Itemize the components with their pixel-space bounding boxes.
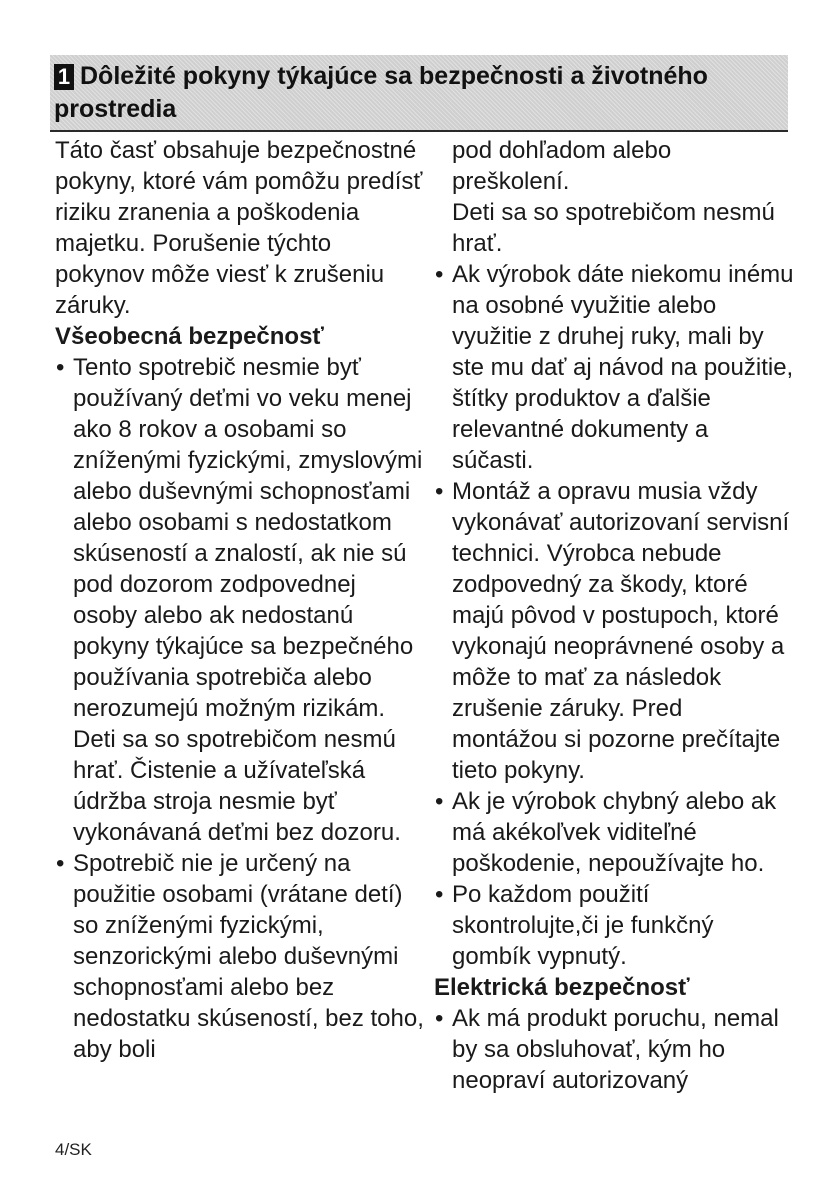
general-safety-heading: Všeobecná bezpečnosť <box>55 323 324 350</box>
electrical-safety-list <box>434 1003 794 1096</box>
page-number: 4/SK <box>55 1140 92 1159</box>
section-number-badge: 1 <box>54 64 74 90</box>
list-item: • Po každom použití skontrolujte,či je funkčný gombík vypnutý. <box>434 879 794 972</box>
left-column <box>55 135 425 1065</box>
continuation-text: pod dohľadom alebo preškolení. <box>452 137 672 195</box>
list-item: • Ak má produkt poruchu, nemal by sa obsluhovať, kým ho neopraví autorizovaný <box>434 1003 794 1096</box>
continuation-text-2: Deti sa so spotrebičom nesmú hrať. <box>452 199 775 257</box>
general-safety-list-continued <box>434 259 794 972</box>
intro-paragraph: Táto časť obsahuje bezpečnostné pokyny, ktoré vám pomôžu predísť riziku zranenia a poškodenia majetku. Porušenie týchto pokynov môže viesť k zrušeniu záruky. <box>55 137 423 319</box>
list-item: • Ak výrobok dáte niekomu inému na osobné využitie alebo využitie z druhej ruky, mali by ste mu dať aj návod na použitie, štítky produktov a ďalšie relevantné dokumenty a súčasti. <box>434 259 794 476</box>
right-column <box>434 135 794 1096</box>
electrical-safety-heading: Elektrická bezpečnosť <box>434 974 690 1001</box>
list-item: • Tento spotrebič nesmie byť používaný deťmi vo veku menej ako 8 rokov a osobami so zníženými fyzickými, zmyslovými alebo duševnými schopnosťami alebo osobami s nedostatkom skúseností a znalostí, ak nie sú pod dozorom zodpovednej osoby alebo ak nedostanú pokyny týkajúce sa bezpečného používania spotrebiča alebo nerozumejú možným rizikám. Deti sa so spotrebičom nesmú hrať. Čistenie a užívateľská údržba stroja nesmie byť vykonávaná deťmi bez dozoru. <box>55 352 425 848</box>
general-safety-list <box>55 352 425 1065</box>
list-item: • Ak je výrobok chybný alebo ak má akékoľvek viditeľné poškodenie, nepoužívajte ho. <box>434 786 794 879</box>
list-item: • Spotrebič nie je určený na použitie osobami (vrátane detí) so zníženými fyzickými, senzorickými alebo duševnými schopnosťami alebo bez nedostatku skúseností, bez toho, aby boli <box>55 848 425 1065</box>
list-item: • Montáž a opravu musia vždy vykonávať autorizovaní servisní technici. Výrobca nebude zodpovedný za škody, ktoré majú pôvod v postupoch, ktoré vykonajú neoprávnené osoby a môže to mať za následok zrušenie záruky. Pred montážou si pozorne prečítajte tieto pokyny. <box>434 476 794 786</box>
section-title: Dôležité pokyny týkajúce sa bezpečnosti a životného prostredia <box>54 62 708 123</box>
